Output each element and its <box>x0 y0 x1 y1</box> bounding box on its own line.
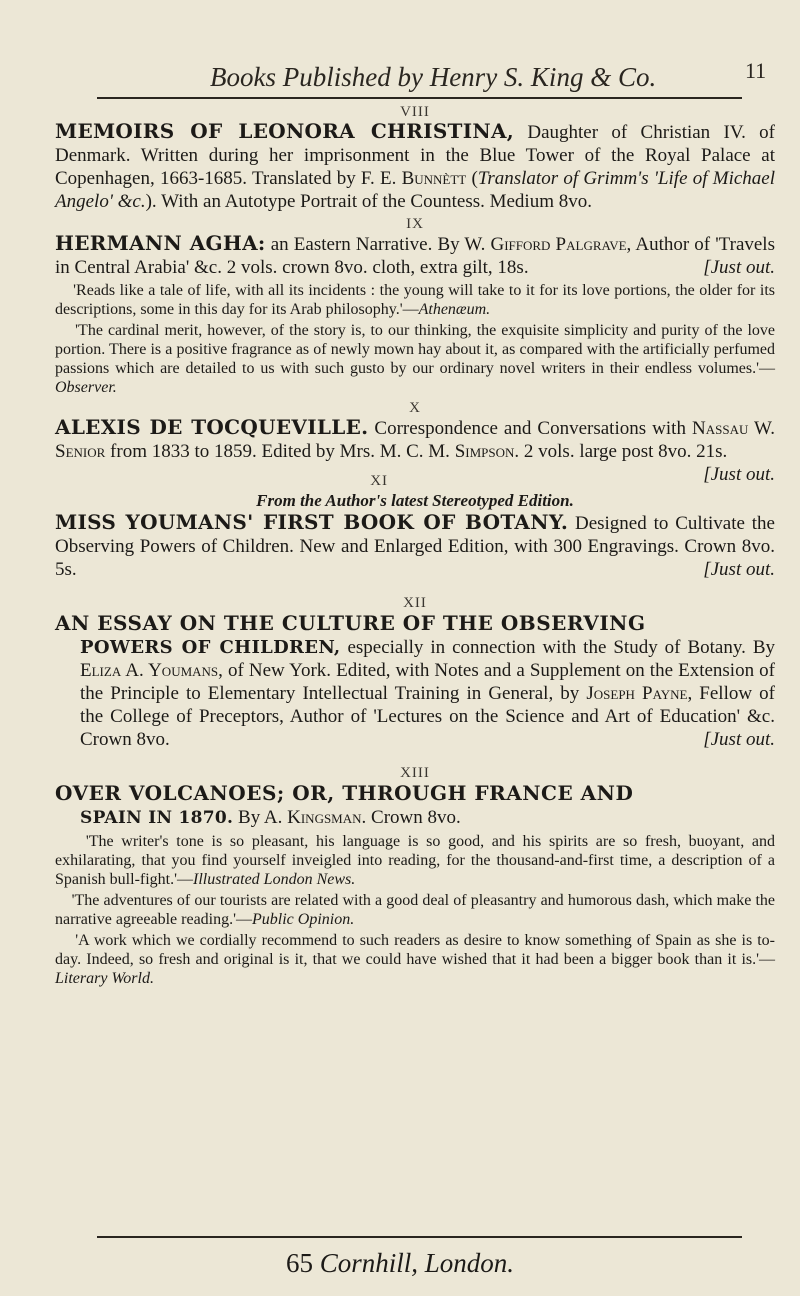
review-quote <box>55 891 775 929</box>
review-quote <box>55 321 775 397</box>
entry-text: Designed to Cultivate the Observing Powers of Children. New and Enlarged Edition, with 300 Engravings. Crown 8vo. 5s. <box>55 513 775 580</box>
entry-number: XII <box>403 595 427 611</box>
entry-text: from 1833 to 1859. Edited by Mrs. M. C. M. <box>105 441 455 462</box>
catalogue-content <box>55 104 775 988</box>
entry-heading: HERMANN AGHA: <box>55 231 266 255</box>
footer-number: 65 <box>285 1248 313 1278</box>
footer-rule <box>97 1236 742 1238</box>
quote-text: 'Reads like a tale of life, with all its incidents : the young will take to it for its love portions, the older for its descriptions, some in this day for its Arab philosophy.'— <box>55 282 776 318</box>
entry-body <box>55 415 775 485</box>
entry-9 <box>55 216 775 397</box>
quote-text: 'The writer's tone is so pleasant, his language is so good, and his spirits are so fresh, buoyant, and exhilarating, that you find yourself inveigled into reading, for the thousand-and-first time, a description of a Spanish bull-fight.'— <box>55 833 775 888</box>
review-quote <box>55 281 775 319</box>
entry-author: Joseph Payne <box>586 683 688 704</box>
entry-body <box>55 120 775 213</box>
quote-text: 'The cardinal merit, however, of the story is, to our thinking, the exquisite simplicity and purity of the love portion. There is a positive fragrance as of newly mown hay about it, as compared with the artificially perfumed passions which are detailed to us with such gusto by our ordinary novel writers in their endless volumes.'— <box>55 322 776 377</box>
entry-13 <box>55 765 775 988</box>
entry-text: By A. <box>233 807 288 828</box>
entry-text: especially in connection with the Study of Botany. By <box>340 637 775 658</box>
entry-heading: MISS YOUMANS' FIRST BOOK OF BOTANY. <box>55 510 569 534</box>
running-header <box>0 54 800 94</box>
entry-text: , Fellow of the College of Preceptors, Author of 'Lectures on the Science and Art of Education' &c. Crown 8vo. <box>80 683 775 750</box>
entry-text: . Crown 8vo. <box>361 807 461 828</box>
header-rule <box>97 97 742 99</box>
footer-address: Cornhill, London. <box>319 1248 515 1278</box>
review-quote <box>55 832 775 889</box>
quote-source: Illustrated London News. <box>193 871 356 888</box>
entry-number: VIII <box>400 104 430 120</box>
entry-status: [Just out. <box>703 464 775 485</box>
entry-text: ). With an Autotype Portrait of the Countess. Medium 8vo. <box>145 191 592 212</box>
entry-text: , of New York. Edited, with Notes and a Supplement on the Extension of the Principle to Elementary Intellectual Training in General, by <box>80 660 775 704</box>
entry-text: . 2 vols. large post 8vo. 21s. <box>514 441 728 462</box>
entry-heading: ALEXIS DE TOCQUEVILLE. <box>55 415 369 439</box>
entry-author: Nassau W. Senior <box>55 418 775 462</box>
quote-text: 'The adventures of our tourists are related with a good deal of pleasantry and humorous dash, which make the narrative agreeable reading.'— <box>55 892 776 928</box>
entry-author: Simpson <box>454 441 515 462</box>
entry-subheading: POWERS OF CHILDREN, <box>80 637 341 658</box>
entry-author: Eliza A. Youmans <box>80 660 219 681</box>
entry-number: IX <box>406 216 424 232</box>
entry-text: ( <box>466 168 478 189</box>
entry-body <box>55 636 775 751</box>
page-number: 11 <box>745 58 767 83</box>
entry-number: XIII <box>400 765 430 781</box>
entry-text: an Eastern Narrative. By W. <box>265 234 491 255</box>
entry-body <box>55 806 775 830</box>
entry-author: Kingsman <box>287 807 362 828</box>
review-quote <box>55 931 775 988</box>
publisher-address <box>0 1248 800 1279</box>
entry-number: XI <box>370 473 389 489</box>
entry-body <box>55 511 775 581</box>
entry-heading: OVER VOLCANOES; OR, THROUGH FRANCE AND <box>55 781 634 805</box>
entry-number: X <box>409 400 421 416</box>
entry-subtitle: From the Author's latest Stereotyped Edition. <box>256 491 574 510</box>
entry-status: [Just out. <box>703 729 775 750</box>
header-title: Books Published by Henry S. King & Co. <box>210 62 657 92</box>
entry-heading: AN ESSAY ON THE CULTURE OF THE OBSERVING <box>55 611 646 635</box>
entry-text: Daughter of Christian IV. of Denmark. Written during her imprisonment in the Blue Tower of the Royal Palace at Copenhagen, 1663-1685. Translated by F. E. <box>55 122 775 189</box>
quote-source: Athenæum. <box>418 301 491 318</box>
quote-text: 'A work which we cordially recommend to such readers as desire to know something of Spain as she is to-day. Indeed, so fresh and original is it, that we could have wished that it had been a bigger book than it is.'— <box>55 932 776 968</box>
quote-source: Observer. <box>55 379 117 396</box>
entry-12 <box>55 595 775 751</box>
quote-source: Literary World. <box>55 970 154 987</box>
entry-body <box>55 232 775 279</box>
quote-source: Public Opinion. <box>252 911 355 928</box>
entry-subheading: SPAIN IN 1870. <box>80 808 234 828</box>
entry-italic-note: Translator of Grimm's 'Life of Michael Angelo' &c. <box>55 168 776 212</box>
entry-status: [Just out. <box>703 257 775 278</box>
entry-status: [Just out. <box>703 559 775 580</box>
entry-author: Bunnètt <box>401 168 467 189</box>
entry-author: Gifford Palgrave <box>490 234 627 255</box>
entry-11 <box>55 473 775 581</box>
entry-8 <box>55 104 775 213</box>
entry-10 <box>55 400 775 485</box>
entry-text: Correspondence and Conversations with <box>368 418 692 439</box>
entry-heading: MEMOIRS OF LEONORA CHRISTINA, <box>55 119 515 143</box>
entry-text: , Author of 'Travels in Central Arabia' &c. 2 vols. crown 8vo. cloth, extra gilt, 18s. <box>55 234 775 278</box>
